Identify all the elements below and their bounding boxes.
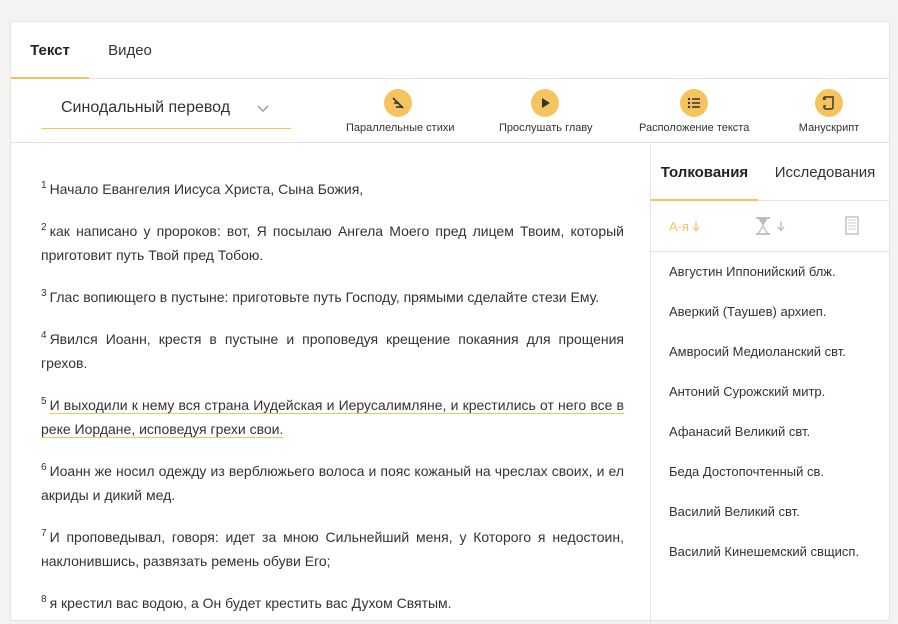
verse-number: 6 [41,462,47,473]
parallel-icon [384,89,412,117]
listen-chapter-label: Прослушать главу [499,122,593,134]
arrow-down-icon [776,220,786,232]
verse-text: И проповедывал, говоря: идет за мною Сильнейший меня, у Которого я недостоин, наклонившись, развязать ремень обуви Его; [41,529,624,569]
verse-list [11,144,650,615]
author-item[interactable]: Аверкий (Таушев) архиеп. [669,304,827,319]
author-item[interactable]: Августин Иппонийский блж. [669,264,836,279]
text-layout-button[interactable] [639,79,749,143]
translation-select[interactable] [41,93,291,129]
author-item[interactable]: Амвросий Медиоланский свт. [669,344,846,359]
book-icon [844,216,860,236]
toolbar [11,79,889,143]
text-layout-label: Расположение текста [639,122,750,134]
verse-text: я крестил вас водою, а Он будет крестить вас Духом Святым. [49,595,452,611]
sort-bar [651,201,890,252]
sort-chronological-button[interactable] [754,215,786,237]
verse-text: как написано у пророков: вот, Я посылаю Ангела Моего пред лицем Твоим, который приготовит путь Твой пред Тобою. [41,223,624,263]
author-item[interactable]: Антоний Сурожский митр. [669,384,826,399]
hourglass-icon [754,216,772,236]
tab-text[interactable]: Текст [11,22,89,78]
verse-text: Начало Евангелия Иисуса Христа, Сына Божия, [49,181,364,197]
verse-number: 3 [41,288,47,299]
commentary-panel [651,144,890,624]
verse[interactable] [41,588,624,615]
parallel-verses-label: Параллельные стихи [346,122,455,134]
arrow-down-icon [691,220,701,232]
tab-commentaries[interactable]: Толкования [651,144,758,200]
tab-video[interactable]: Видео [108,42,152,59]
author-item[interactable]: Василий Великий свт. [669,504,800,519]
author-item[interactable]: Василий Кинешемский свщисп. [669,544,860,559]
sort-alpha-label: А-я [669,218,690,234]
translation-select-label: Синодальный перевод [61,99,231,116]
verse-number: 4 [41,330,47,341]
verse-text: И выходили к нему вся страна Иудейская и Иерусалимляне, и крестились от него все в реке Иордане, исповедуя грехи свои. [41,397,624,437]
verse-number: 5 [41,396,47,407]
verse-number: 8 [41,594,47,605]
author-item[interactable]: Беда Достопочтенный св. [669,464,825,479]
author-list [651,252,890,562]
listen-chapter-button[interactable] [499,79,591,143]
verse[interactable] [41,522,624,573]
sort-book-button[interactable] [844,215,860,237]
verse-highlighted[interactable] [41,390,624,441]
verse[interactable] [41,324,624,375]
top-tabs [11,22,889,79]
verse[interactable] [41,216,624,267]
verse[interactable] [41,282,624,309]
author-item[interactable]: Афанасий Великий свт. [669,424,811,439]
scroll-icon [815,89,843,117]
verse-text: Явился Иоанн, крестя в пустыне и проповедуя крещение покаяния для прощения грехов. [41,331,624,371]
verse[interactable] [41,174,624,201]
bible-text-panel [11,144,651,624]
content-card [10,21,890,621]
verse-text: Глас вопиющего в пустыне: приготовьте путь Господу, прямыми сделайте стези Ему. [49,289,600,305]
side-tabs [651,144,890,201]
chevron-down-icon [257,102,269,114]
parallel-verses-button[interactable] [346,79,455,143]
verse-number: 2 [41,222,47,233]
verse-number: 7 [41,528,47,539]
verse[interactable] [41,456,624,507]
tab-research[interactable]: Исследования [774,164,876,181]
manuscript-label: Манускрипт [798,122,860,134]
sort-alphabetical-button[interactable] [669,215,701,237]
verse-text: Иоанн же носил одежду из верблюжьего волоса и пояс кожаный на чреслах своих, и ел акриды и дикий мед. [41,463,624,503]
manuscript-button[interactable] [796,79,862,143]
play-icon [531,89,559,117]
verse-number: 1 [41,180,47,191]
list-icon [680,89,708,117]
